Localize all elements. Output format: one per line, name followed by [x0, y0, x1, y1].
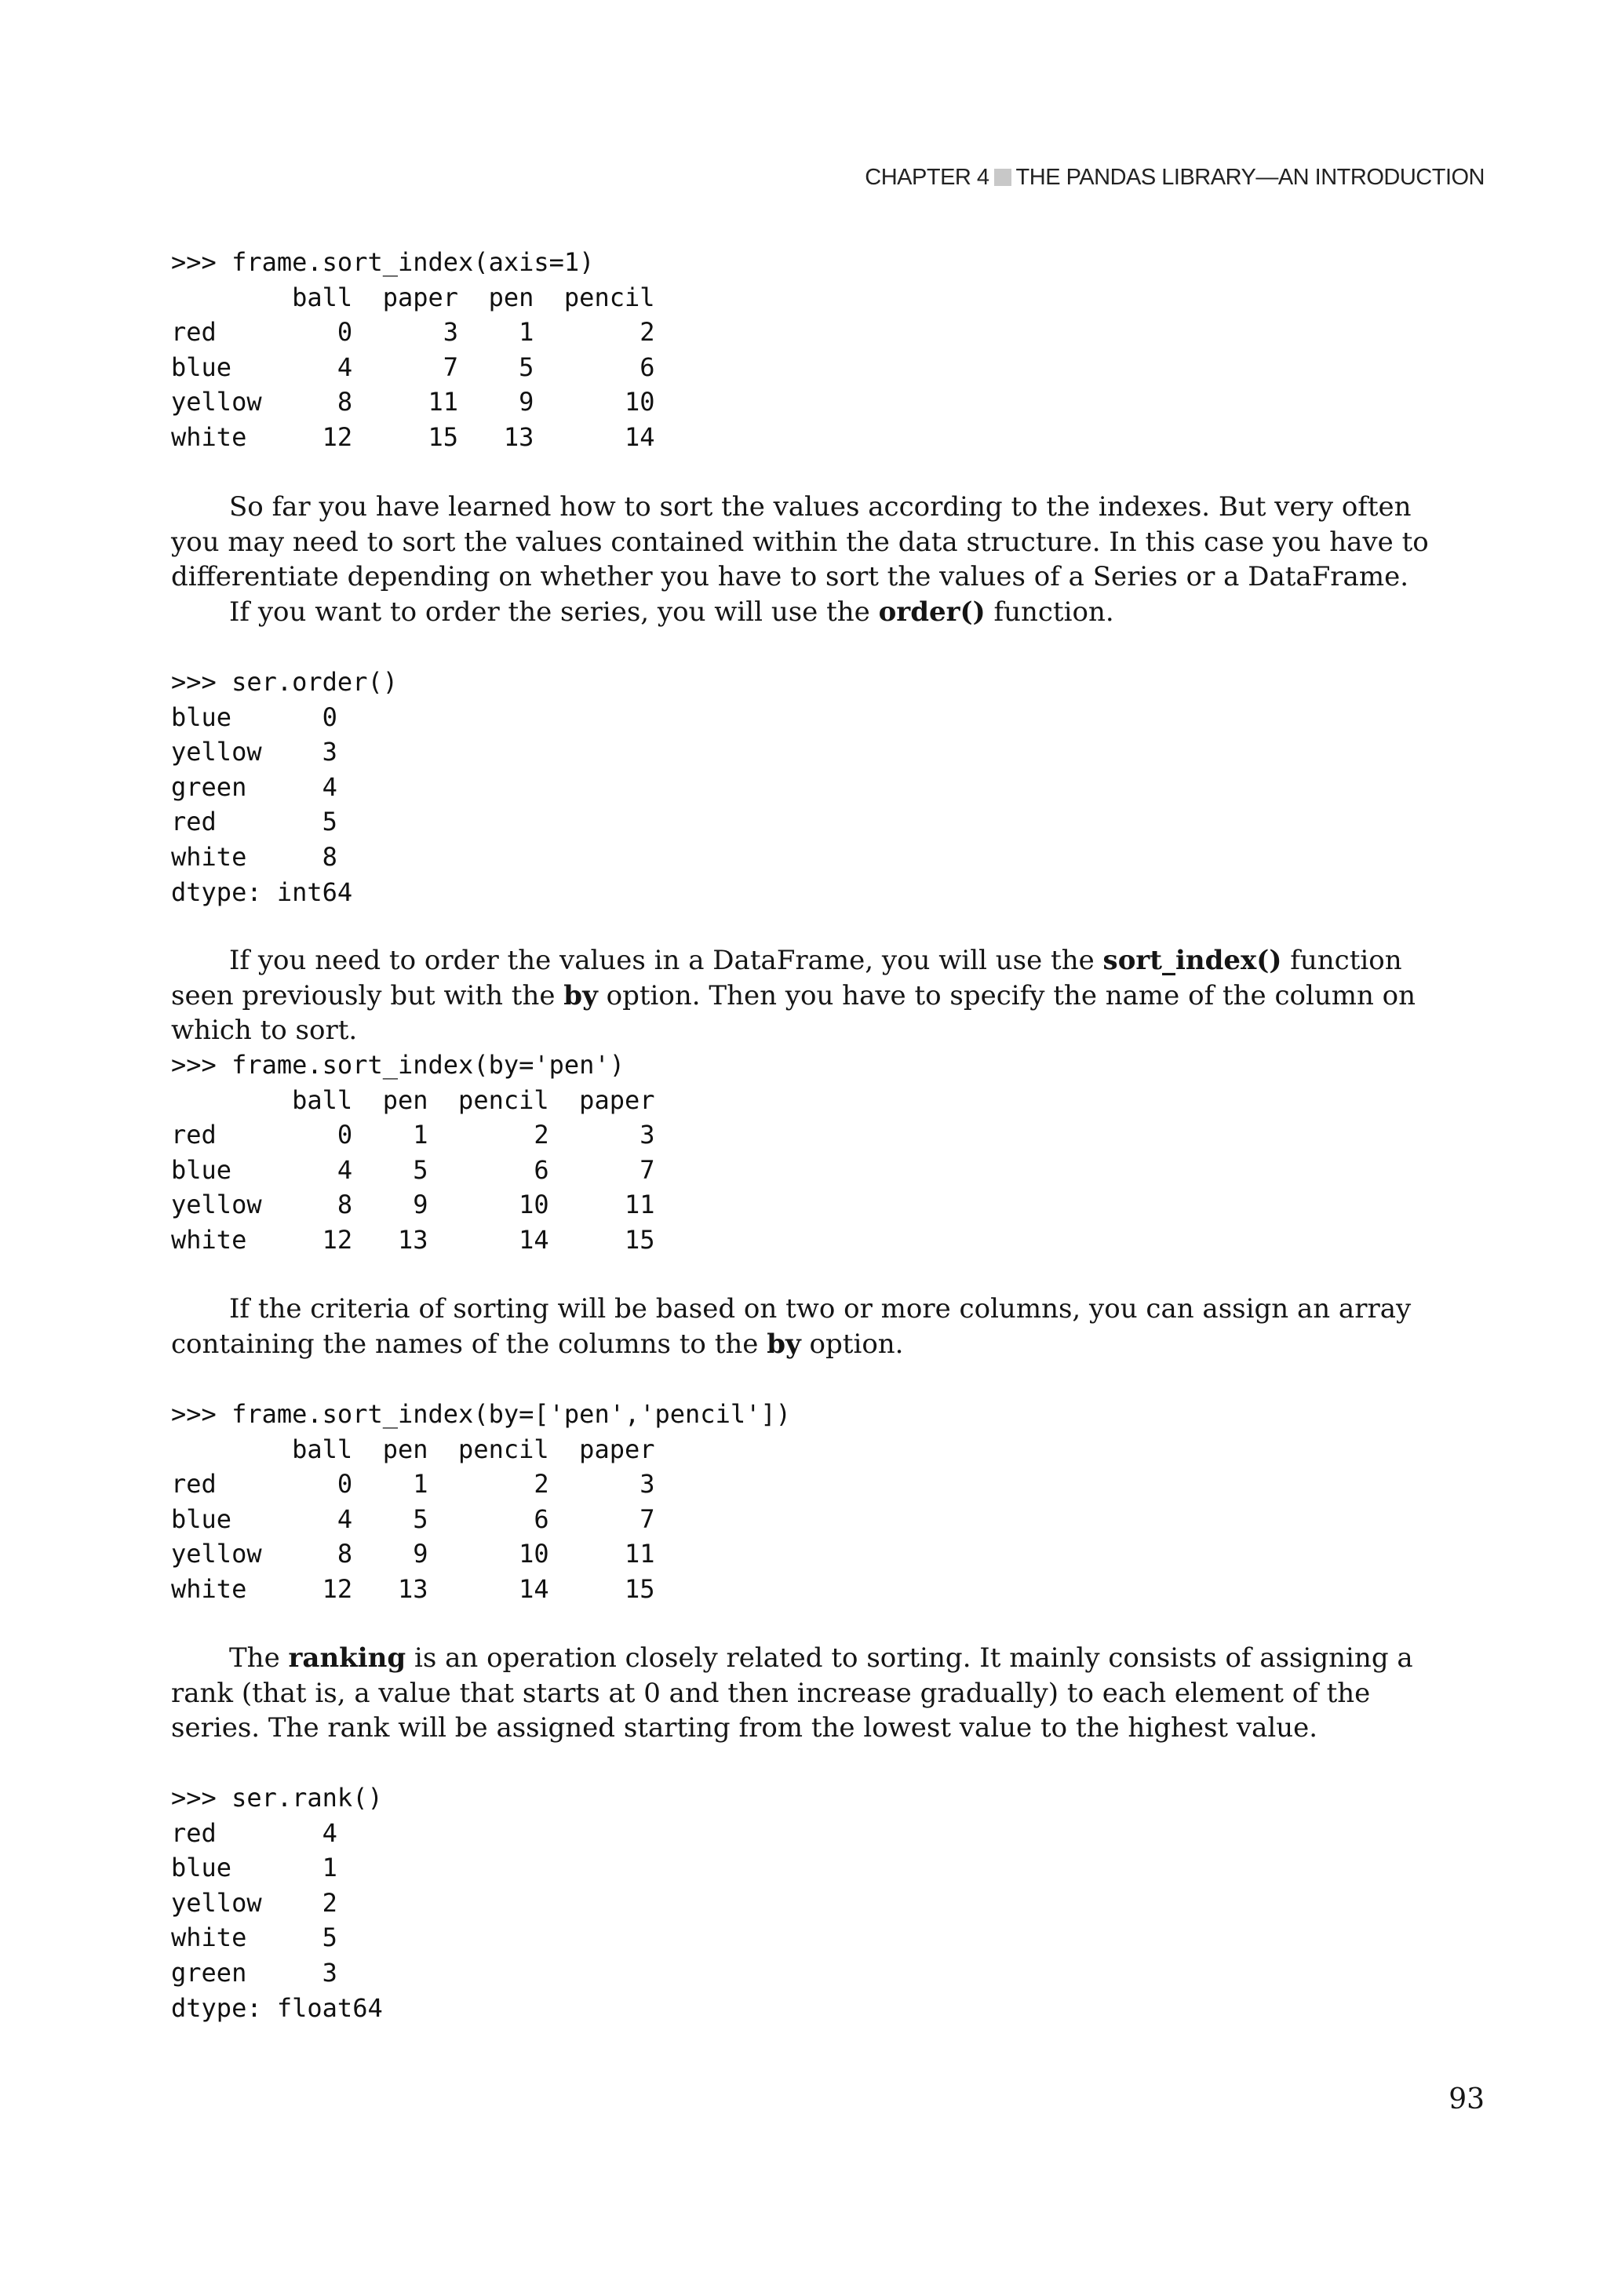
paragraph-text: So far you have learned how to sort the values according to the indexes. But very often you may need to sort the values contained within the data structure. In this case you have to differentiate depending on whether you have to sort the values of a Series or a DataFrame.	[171, 491, 1429, 593]
paragraph-sort-dataframe	[171, 943, 1458, 1048]
code-block-sort-axis: >>> frame.sort_index(axis=1) ball paper pen pencil red 0 3 1 2 blue 4 7 5 6 yellow 8 11 9 10 white 12 15 13 14	[171, 247, 655, 452]
paragraph-ranking	[171, 1641, 1458, 1746]
text-run: option. Then you have to specify the name of the column on which to sort.	[171, 979, 1416, 1047]
paragraph-sort-values	[171, 490, 1458, 629]
paragraph-text	[171, 1292, 1458, 1361]
bold-term: by	[767, 1328, 801, 1360]
page-number: 93	[1448, 2083, 1485, 2116]
code-block-sort-by-pen: >>> frame.sort_index(by='pen') ball pen pencil paper red 0 1 2 3 blue 4 5 6 7 yellow 8 9 10 11 white 12 13 14 15	[171, 1050, 655, 1255]
running-header	[865, 165, 1485, 191]
text-run: The	[229, 1642, 289, 1674]
text-run: If the criteria of sorting will be based on two or more columns, you can assign an array containing the names of the columns to the	[171, 1293, 1412, 1360]
paragraph-order-function	[171, 595, 1458, 630]
bold-term: ranking	[288, 1642, 406, 1674]
chapter-title: THE PANDAS LIBRARY—AN INTRODUCTION	[1015, 165, 1485, 190]
paragraph-multi-column	[171, 1292, 1458, 1361]
text-run: function seen previously but with the	[171, 945, 1402, 1011]
bold-term: order()	[878, 596, 986, 628]
paragraph-text	[171, 1641, 1458, 1746]
text-run: function.	[985, 596, 1114, 628]
text-run: If you want to order the series, you will use the	[229, 596, 879, 628]
text-run: is an operation closely related to sorting. It mainly consists of assigning a rank (that is, a value that starts at 0 and then increase gradually) to each element of the series. The rank will be assigned starting from the lowest value to the highest value.	[171, 1642, 1413, 1744]
code-block-rank: >>> ser.rank() red 4 blue 1 yellow 2 white 5 green 3 dtype: float64	[171, 1783, 383, 2023]
square-separator-icon	[994, 169, 1011, 186]
chapter-label: CHAPTER 4	[865, 165, 989, 190]
text-run: option.	[800, 1328, 904, 1360]
bold-term: sort_index()	[1102, 945, 1282, 976]
text-run: If you need to order the values in a DataFrame, you will use the	[229, 945, 1103, 976]
bold-term: by	[563, 979, 598, 1011]
paragraph-text	[171, 943, 1458, 1048]
code-block-order: >>> ser.order() blue 0 yellow 3 green 4 red 5 white 8 dtype: int64	[171, 667, 398, 907]
code-block-sort-by-list: >>> frame.sort_index(by=['pen','pencil']) ball pen pencil paper red 0 1 2 3 blue 4 5 6 7 yellow 8 9 10 11 white 12 13 14 15	[171, 1399, 791, 1604]
